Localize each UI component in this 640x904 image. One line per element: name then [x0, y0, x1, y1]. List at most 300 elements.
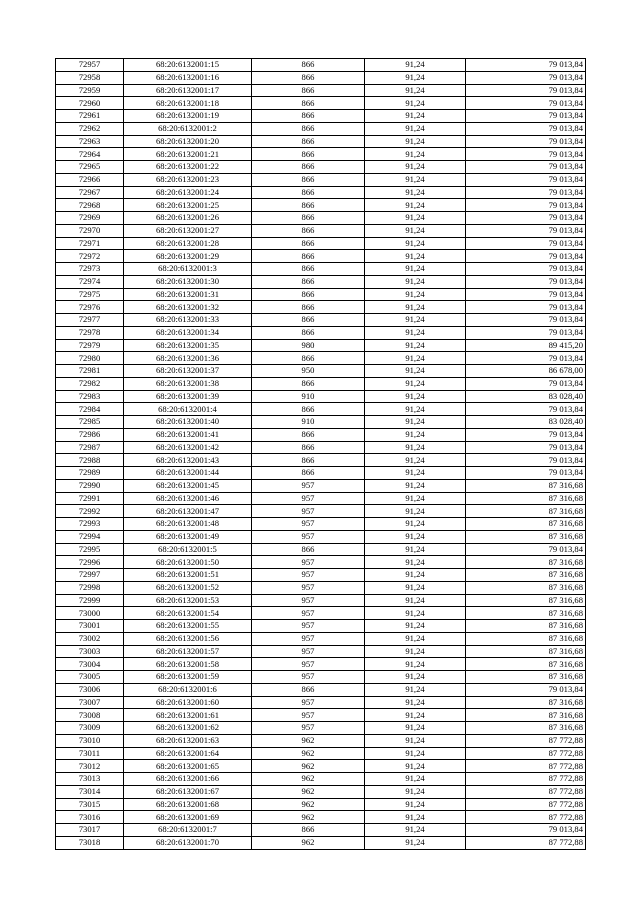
- cadastral-number-cell: 68:20:6132001:43: [124, 454, 252, 467]
- rate-cell: 91,24: [365, 467, 466, 480]
- rate-cell: 91,24: [365, 645, 466, 658]
- value-cell: 79 013,84: [466, 275, 586, 288]
- value-cell: 79 013,84: [466, 263, 586, 276]
- area-cell: 957: [252, 569, 365, 582]
- row-number-cell: 72962: [56, 122, 124, 135]
- cadastral-number-cell: 68:20:6132001:60: [124, 696, 252, 709]
- area-cell: 957: [252, 696, 365, 709]
- value-cell: 79 013,84: [466, 352, 586, 365]
- table-row: [56, 556, 586, 569]
- row-number-cell: 73018: [56, 836, 124, 849]
- rate-cell: 91,24: [365, 390, 466, 403]
- value-cell: 87 772,88: [466, 747, 586, 760]
- cadastral-number-cell: 68:20:6132001:49: [124, 530, 252, 543]
- rate-cell: 91,24: [365, 747, 466, 760]
- area-cell: 962: [252, 760, 365, 773]
- table-row: [56, 645, 586, 658]
- row-number-cell: 73007: [56, 696, 124, 709]
- row-number-cell: 73010: [56, 734, 124, 747]
- rate-cell: 91,24: [365, 110, 466, 123]
- table-row: [56, 479, 586, 492]
- area-cell: 957: [252, 556, 365, 569]
- value-cell: 87 772,88: [466, 773, 586, 786]
- row-number-cell: 72977: [56, 314, 124, 327]
- row-number-cell: 72998: [56, 581, 124, 594]
- value-cell: 87 316,68: [466, 569, 586, 582]
- table-row: [56, 71, 586, 84]
- table-row: [56, 492, 586, 505]
- table-row: [56, 110, 586, 123]
- rate-cell: 91,24: [365, 836, 466, 849]
- cadastral-number-cell: 68:20:6132001:33: [124, 314, 252, 327]
- table-row: [56, 811, 586, 824]
- rate-cell: 91,24: [365, 416, 466, 429]
- value-cell: 87 316,68: [466, 709, 586, 722]
- value-cell: 87 316,68: [466, 505, 586, 518]
- table-row: [56, 824, 586, 837]
- area-cell: 866: [252, 314, 365, 327]
- cadastral-number-cell: 68:20:6132001:39: [124, 390, 252, 403]
- rate-cell: 91,24: [365, 84, 466, 97]
- cadastral-number-cell: 68:20:6132001:57: [124, 645, 252, 658]
- rate-cell: 91,24: [365, 824, 466, 837]
- row-number-cell: 72991: [56, 492, 124, 505]
- value-cell: 79 013,84: [466, 250, 586, 263]
- rate-cell: 91,24: [365, 224, 466, 237]
- rate-cell: 91,24: [365, 135, 466, 148]
- row-number-cell: 72997: [56, 569, 124, 582]
- table-row: [56, 352, 586, 365]
- area-cell: 866: [252, 224, 365, 237]
- cadastral-number-cell: 68:20:6132001:3: [124, 263, 252, 276]
- rate-cell: 91,24: [365, 288, 466, 301]
- value-cell: 79 013,84: [466, 824, 586, 837]
- table-row: [56, 658, 586, 671]
- value-cell: 79 013,84: [466, 71, 586, 84]
- value-cell: 79 013,84: [466, 314, 586, 327]
- value-cell: 87 316,68: [466, 479, 586, 492]
- cadastral-number-cell: 68:20:6132001:2: [124, 122, 252, 135]
- area-cell: 866: [252, 263, 365, 276]
- area-cell: 910: [252, 390, 365, 403]
- cadastral-number-cell: 68:20:6132001:42: [124, 441, 252, 454]
- area-cell: 957: [252, 530, 365, 543]
- cadastral-number-cell: 68:20:6132001:30: [124, 275, 252, 288]
- value-cell: 79 013,84: [466, 224, 586, 237]
- table-row: [56, 518, 586, 531]
- row-number-cell: 72971: [56, 237, 124, 250]
- area-cell: 957: [252, 505, 365, 518]
- rate-cell: 91,24: [365, 161, 466, 174]
- table-row: [56, 683, 586, 696]
- area-cell: 866: [252, 824, 365, 837]
- cadastral-number-cell: 68:20:6132001:59: [124, 671, 252, 684]
- cadastral-number-cell: 68:20:6132001:26: [124, 212, 252, 225]
- cadastral-number-cell: 68:20:6132001:56: [124, 632, 252, 645]
- row-number-cell: 72959: [56, 84, 124, 97]
- area-cell: 957: [252, 709, 365, 722]
- value-cell: 79 013,84: [466, 237, 586, 250]
- value-cell: 87 316,68: [466, 658, 586, 671]
- value-cell: 87 316,68: [466, 594, 586, 607]
- value-cell: 79 013,84: [466, 326, 586, 339]
- rate-cell: 91,24: [365, 785, 466, 798]
- row-number-cell: 72996: [56, 556, 124, 569]
- table-row: [56, 543, 586, 556]
- value-cell: 87 772,88: [466, 811, 586, 824]
- table-row: [56, 467, 586, 480]
- cadastral-number-cell: 68:20:6132001:45: [124, 479, 252, 492]
- row-number-cell: 73008: [56, 709, 124, 722]
- cadastral-number-cell: 68:20:6132001:34: [124, 326, 252, 339]
- cadastral-number-cell: 68:20:6132001:29: [124, 250, 252, 263]
- cadastral-number-cell: 68:20:6132001:23: [124, 173, 252, 186]
- rate-cell: 91,24: [365, 543, 466, 556]
- cadastral-number-cell: 68:20:6132001:41: [124, 428, 252, 441]
- cadastral-number-cell: 68:20:6132001:38: [124, 377, 252, 390]
- value-cell: 79 013,84: [466, 212, 586, 225]
- table-row: [56, 148, 586, 161]
- value-cell: 87 316,68: [466, 696, 586, 709]
- value-cell: 79 013,84: [466, 122, 586, 135]
- rate-cell: 91,24: [365, 594, 466, 607]
- rate-cell: 91,24: [365, 59, 466, 72]
- cadastral-number-cell: 68:20:6132001:20: [124, 135, 252, 148]
- row-number-cell: 73003: [56, 645, 124, 658]
- value-cell: 89 415,20: [466, 339, 586, 352]
- value-cell: 79 013,84: [466, 683, 586, 696]
- row-number-cell: 72965: [56, 161, 124, 174]
- value-cell: 87 772,88: [466, 734, 586, 747]
- area-cell: 957: [252, 658, 365, 671]
- value-cell: 86 678,00: [466, 365, 586, 378]
- rate-cell: 91,24: [365, 492, 466, 505]
- row-number-cell: 72990: [56, 479, 124, 492]
- rate-cell: 91,24: [365, 607, 466, 620]
- rate-cell: 91,24: [365, 377, 466, 390]
- rate-cell: 91,24: [365, 760, 466, 773]
- row-number-cell: 72995: [56, 543, 124, 556]
- row-number-cell: 72963: [56, 135, 124, 148]
- area-cell: 957: [252, 671, 365, 684]
- area-cell: 866: [252, 543, 365, 556]
- value-cell: 79 013,84: [466, 403, 586, 416]
- row-number-cell: 73017: [56, 824, 124, 837]
- area-cell: 950: [252, 365, 365, 378]
- cadastral-number-cell: 68:20:6132001:18: [124, 97, 252, 110]
- rate-cell: 91,24: [365, 122, 466, 135]
- rate-cell: 91,24: [365, 683, 466, 696]
- value-cell: 83 028,40: [466, 390, 586, 403]
- land-plot-table: [55, 58, 586, 850]
- table-row: [56, 722, 586, 735]
- table-row: [56, 390, 586, 403]
- row-number-cell: 72961: [56, 110, 124, 123]
- value-cell: 87 316,68: [466, 556, 586, 569]
- row-number-cell: 73006: [56, 683, 124, 696]
- area-cell: 866: [252, 352, 365, 365]
- value-cell: 79 013,84: [466, 467, 586, 480]
- area-cell: 866: [252, 173, 365, 186]
- rate-cell: 91,24: [365, 518, 466, 531]
- area-cell: 866: [252, 250, 365, 263]
- rate-cell: 91,24: [365, 811, 466, 824]
- cadastral-number-cell: 68:20:6132001:63: [124, 734, 252, 747]
- row-number-cell: 72957: [56, 59, 124, 72]
- table-row: [56, 441, 586, 454]
- rate-cell: 91,24: [365, 173, 466, 186]
- area-cell: 962: [252, 747, 365, 760]
- row-number-cell: 72974: [56, 275, 124, 288]
- cadastral-number-cell: 68:20:6132001:25: [124, 199, 252, 212]
- table-row: [56, 212, 586, 225]
- table-row: [56, 785, 586, 798]
- table-row: [56, 186, 586, 199]
- rate-cell: 91,24: [365, 250, 466, 263]
- area-cell: 866: [252, 199, 365, 212]
- area-cell: 962: [252, 798, 365, 811]
- table-row: [56, 377, 586, 390]
- row-number-cell: 72960: [56, 97, 124, 110]
- value-cell: 87 316,68: [466, 620, 586, 633]
- row-number-cell: 72978: [56, 326, 124, 339]
- cadastral-number-cell: 68:20:6132001:22: [124, 161, 252, 174]
- rate-cell: 91,24: [365, 186, 466, 199]
- rate-cell: 91,24: [365, 263, 466, 276]
- table-body: [56, 59, 586, 850]
- cadastral-number-cell: 68:20:6132001:52: [124, 581, 252, 594]
- table-row: [56, 161, 586, 174]
- rate-cell: 91,24: [365, 428, 466, 441]
- area-cell: 962: [252, 811, 365, 824]
- value-cell: 87 316,68: [466, 671, 586, 684]
- row-number-cell: 73004: [56, 658, 124, 671]
- row-number-cell: 72969: [56, 212, 124, 225]
- table-row: [56, 416, 586, 429]
- area-cell: 866: [252, 428, 365, 441]
- area-cell: 957: [252, 607, 365, 620]
- area-cell: 957: [252, 620, 365, 633]
- table-row: [56, 632, 586, 645]
- area-cell: 962: [252, 836, 365, 849]
- value-cell: 87 316,68: [466, 518, 586, 531]
- cadastral-number-cell: 68:20:6132001:28: [124, 237, 252, 250]
- area-cell: 866: [252, 148, 365, 161]
- area-cell: 866: [252, 135, 365, 148]
- table-row: [56, 314, 586, 327]
- rate-cell: 91,24: [365, 632, 466, 645]
- cadastral-number-cell: 68:20:6132001:16: [124, 71, 252, 84]
- table-row: [56, 798, 586, 811]
- value-cell: 79 013,84: [466, 199, 586, 212]
- row-number-cell: 73015: [56, 798, 124, 811]
- document-page: [55, 58, 585, 850]
- row-number-cell: 72982: [56, 377, 124, 390]
- row-number-cell: 72968: [56, 199, 124, 212]
- area-cell: 980: [252, 339, 365, 352]
- table-row: [56, 326, 586, 339]
- cadastral-number-cell: 68:20:6132001:46: [124, 492, 252, 505]
- area-cell: 866: [252, 84, 365, 97]
- table-row: [56, 530, 586, 543]
- area-cell: 866: [252, 97, 365, 110]
- rate-cell: 91,24: [365, 556, 466, 569]
- value-cell: 79 013,84: [466, 428, 586, 441]
- area-cell: 957: [252, 492, 365, 505]
- cadastral-number-cell: 68:20:6132001:69: [124, 811, 252, 824]
- row-number-cell: 72967: [56, 186, 124, 199]
- table-row: [56, 403, 586, 416]
- area-cell: 866: [252, 237, 365, 250]
- value-cell: 87 316,68: [466, 581, 586, 594]
- area-cell: 866: [252, 122, 365, 135]
- rate-cell: 91,24: [365, 722, 466, 735]
- cadastral-number-cell: 68:20:6132001:54: [124, 607, 252, 620]
- table-row: [56, 454, 586, 467]
- table-row: [56, 97, 586, 110]
- value-cell: 79 013,84: [466, 301, 586, 314]
- cadastral-number-cell: 68:20:6132001:37: [124, 365, 252, 378]
- rate-cell: 91,24: [365, 620, 466, 633]
- rate-cell: 91,24: [365, 734, 466, 747]
- rate-cell: 91,24: [365, 314, 466, 327]
- cadastral-number-cell: 68:20:6132001:58: [124, 658, 252, 671]
- area-cell: 957: [252, 645, 365, 658]
- table-row: [56, 250, 586, 263]
- cadastral-number-cell: 68:20:6132001:36: [124, 352, 252, 365]
- table-row: [56, 288, 586, 301]
- row-number-cell: 73014: [56, 785, 124, 798]
- value-cell: 79 013,84: [466, 110, 586, 123]
- value-cell: 79 013,84: [466, 454, 586, 467]
- cadastral-number-cell: 68:20:6132001:17: [124, 84, 252, 97]
- row-number-cell: 72989: [56, 467, 124, 480]
- value-cell: 87 316,68: [466, 722, 586, 735]
- table-row: [56, 135, 586, 148]
- table-row: [56, 237, 586, 250]
- area-cell: 866: [252, 683, 365, 696]
- table-row: [56, 607, 586, 620]
- area-cell: 957: [252, 581, 365, 594]
- value-cell: 87 316,68: [466, 607, 586, 620]
- row-number-cell: 72966: [56, 173, 124, 186]
- cadastral-number-cell: 68:20:6132001:48: [124, 518, 252, 531]
- cadastral-number-cell: 68:20:6132001:50: [124, 556, 252, 569]
- table-row: [56, 173, 586, 186]
- rate-cell: 91,24: [365, 275, 466, 288]
- rate-cell: 91,24: [365, 148, 466, 161]
- rate-cell: 91,24: [365, 696, 466, 709]
- area-cell: 957: [252, 479, 365, 492]
- area-cell: 866: [252, 59, 365, 72]
- area-cell: 866: [252, 161, 365, 174]
- table-row: [56, 428, 586, 441]
- cadastral-number-cell: 68:20:6132001:51: [124, 569, 252, 582]
- row-number-cell: 73016: [56, 811, 124, 824]
- value-cell: 79 013,84: [466, 186, 586, 199]
- row-number-cell: 72958: [56, 71, 124, 84]
- table-row: [56, 301, 586, 314]
- row-number-cell: 73011: [56, 747, 124, 760]
- row-number-cell: 72988: [56, 454, 124, 467]
- area-cell: 866: [252, 467, 365, 480]
- table-row: [56, 339, 586, 352]
- rate-cell: 91,24: [365, 709, 466, 722]
- rate-cell: 91,24: [365, 454, 466, 467]
- table-row: [56, 734, 586, 747]
- area-cell: 957: [252, 518, 365, 531]
- area-cell: 866: [252, 212, 365, 225]
- row-number-cell: 73009: [56, 722, 124, 735]
- table-row: [56, 59, 586, 72]
- cadastral-number-cell: 68:20:6132001:67: [124, 785, 252, 798]
- row-number-cell: 72980: [56, 352, 124, 365]
- table-row: [56, 709, 586, 722]
- value-cell: 87 316,68: [466, 492, 586, 505]
- cadastral-number-cell: 68:20:6132001:40: [124, 416, 252, 429]
- rate-cell: 91,24: [365, 773, 466, 786]
- row-number-cell: 72992: [56, 505, 124, 518]
- cadastral-number-cell: 68:20:6132001:65: [124, 760, 252, 773]
- row-number-cell: 72972: [56, 250, 124, 263]
- cadastral-number-cell: 68:20:6132001:31: [124, 288, 252, 301]
- value-cell: 87 772,88: [466, 760, 586, 773]
- area-cell: 866: [252, 288, 365, 301]
- rate-cell: 91,24: [365, 569, 466, 582]
- cadastral-number-cell: 68:20:6132001:61: [124, 709, 252, 722]
- area-cell: 866: [252, 301, 365, 314]
- row-number-cell: 72994: [56, 530, 124, 543]
- row-number-cell: 72987: [56, 441, 124, 454]
- rate-cell: 91,24: [365, 403, 466, 416]
- rate-cell: 91,24: [365, 212, 466, 225]
- area-cell: 957: [252, 632, 365, 645]
- row-number-cell: 72976: [56, 301, 124, 314]
- area-cell: 866: [252, 186, 365, 199]
- cadastral-number-cell: 68:20:6132001:68: [124, 798, 252, 811]
- area-cell: 910: [252, 416, 365, 429]
- rate-cell: 91,24: [365, 301, 466, 314]
- table-row: [56, 594, 586, 607]
- rate-cell: 91,24: [365, 326, 466, 339]
- area-cell: 866: [252, 71, 365, 84]
- value-cell: 79 013,84: [466, 97, 586, 110]
- rate-cell: 91,24: [365, 671, 466, 684]
- cadastral-number-cell: 68:20:6132001:4: [124, 403, 252, 416]
- cadastral-number-cell: 68:20:6132001:70: [124, 836, 252, 849]
- table-row: [56, 836, 586, 849]
- cadastral-number-cell: 68:20:6132001:55: [124, 620, 252, 633]
- row-number-cell: 72975: [56, 288, 124, 301]
- table-row: [56, 696, 586, 709]
- value-cell: 79 013,84: [466, 59, 586, 72]
- row-number-cell: 73013: [56, 773, 124, 786]
- rate-cell: 91,24: [365, 581, 466, 594]
- cadastral-number-cell: 68:20:6132001:53: [124, 594, 252, 607]
- value-cell: 79 013,84: [466, 148, 586, 161]
- row-number-cell: 72986: [56, 428, 124, 441]
- table-row: [56, 760, 586, 773]
- cadastral-number-cell: 68:20:6132001:62: [124, 722, 252, 735]
- row-number-cell: 72993: [56, 518, 124, 531]
- table-row: [56, 199, 586, 212]
- cadastral-number-cell: 68:20:6132001:21: [124, 148, 252, 161]
- rate-cell: 91,24: [365, 339, 466, 352]
- cadastral-number-cell: 68:20:6132001:66: [124, 773, 252, 786]
- value-cell: 79 013,84: [466, 173, 586, 186]
- cadastral-number-cell: 68:20:6132001:32: [124, 301, 252, 314]
- row-number-cell: 72964: [56, 148, 124, 161]
